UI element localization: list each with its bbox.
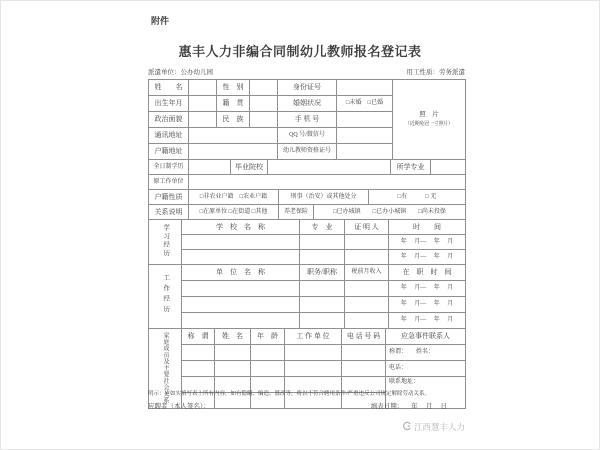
family-relation-header: 称 谓 <box>182 329 215 345</box>
ethnicity-label: 民 族 <box>217 112 250 128</box>
native-place-field <box>250 96 278 112</box>
photo-note: （近期免冠一寸照片） <box>404 121 453 127</box>
position-field <box>300 297 345 313</box>
pension-checkboxes: □已办城镇 □已办小城镇 □尚未投保 <box>314 205 466 220</box>
tenure-header: 在 职 时 间 <box>389 265 466 281</box>
watermark-logo-text: 江西慧丰人力 <box>413 422 465 432</box>
pension-label: 养老保险 <box>279 205 314 220</box>
edu-time-header: 时 间 <box>389 220 466 235</box>
edu-major-field <box>300 235 345 250</box>
pretax-income-header: 税前月收入 <box>345 265 389 281</box>
family-age-field <box>251 345 285 361</box>
work-time-range: 年 月— 年 月 <box>389 281 466 297</box>
relation-note-checkboxes: □在原单位 □在街道 □其他 <box>189 205 279 220</box>
gender-field <box>250 80 278 96</box>
watermark-logo-icon <box>402 421 412 431</box>
employer-name-field <box>182 281 300 297</box>
family-age-header: 年 龄 <box>251 329 285 345</box>
mobile-label: 手 机 号 <box>278 112 337 128</box>
attachment-label: 附件 <box>151 16 170 26</box>
form-title: 惠丰人力非编合同制幼儿教师报名登记表 <box>178 44 422 59</box>
fill-date <box>371 401 447 410</box>
fulltime-education-label: 全日制学历 <box>149 160 189 175</box>
id-number-label: 身份证号 <box>278 80 337 96</box>
school-name-field <box>182 250 300 265</box>
signature-row <box>148 401 465 410</box>
family-relation-field <box>182 361 215 377</box>
political-field <box>189 112 217 128</box>
school-name-header: 学 校 名 称 <box>182 220 300 235</box>
major-field <box>431 160 466 175</box>
native-place-label: 籍 贯 <box>217 96 250 112</box>
family-name-field <box>215 361 251 377</box>
mail-address-label: 通讯地址 <box>149 128 189 144</box>
former-employer-table <box>148 174 466 190</box>
fill-date-placeholder: 年 月 日 <box>411 403 447 410</box>
edu-major-field <box>300 250 345 265</box>
witness-field <box>345 250 389 265</box>
witness-header: 证 明 人 <box>345 220 389 235</box>
qq-wechat-field <box>337 128 393 144</box>
applicant-signature-label: 应聘者（本人签名）： <box>148 403 210 410</box>
family-name-header: 姓 名 <box>215 329 251 345</box>
family-phone-field <box>342 361 386 377</box>
family-name-field <box>215 345 251 361</box>
birth-label: 出生年月 <box>149 96 189 112</box>
birth-field <box>189 96 217 112</box>
ethnicity-field <box>250 112 278 128</box>
edu-time-range: 年 月— 年 月 <box>389 250 466 265</box>
employer-name-field <box>182 313 300 329</box>
form-meta <box>148 67 465 76</box>
emergency-address-line: 联系地址： <box>386 377 466 409</box>
education-row-table <box>148 159 466 175</box>
former-employer-label: 原工作单位 <box>149 175 189 190</box>
declaration-note: 明示：应如实填写表上所有内容，如有隐瞒、编造、篡改等，将以不符合聘用条件/严重违反公司规定解除劳动关系。 <box>148 391 431 397</box>
edu-major-header: 专 业 <box>300 220 345 235</box>
work-history-table <box>148 264 466 329</box>
family-employer-field <box>285 361 342 377</box>
household-address-label: 户籍地址 <box>149 144 189 160</box>
household-type-label: 户籍性质 <box>149 190 189 205</box>
photo-label: 照 片 <box>419 111 439 119</box>
family-phone-header: 电 话 号 码 <box>342 329 386 345</box>
witness-field <box>345 235 389 250</box>
dispatch-unit-label: 派遣单位：公办幼儿园 <box>148 69 213 76</box>
employment-nature-label: 用工性质：劳务派遣 <box>406 69 465 76</box>
household-type-checkboxes: □非农业户籍 □农业户籍 <box>189 190 279 205</box>
teacher-cert-field <box>337 144 393 160</box>
education-history-section-label: 学习经历 <box>149 220 182 265</box>
work-time-range: 年 月— 年 月 <box>389 313 466 329</box>
name-label: 姓 名 <box>149 80 189 96</box>
name-field <box>189 80 217 96</box>
family-age-field <box>251 361 285 377</box>
status-table <box>148 189 466 220</box>
registration-table <box>148 80 465 409</box>
marital-checkboxes: □未婚 □已婚 <box>337 96 393 112</box>
position-field <box>300 281 345 297</box>
household-address-field <box>189 144 278 160</box>
edu-time-range: 年 月— 年 月 <box>389 235 466 250</box>
employer-name-field <box>182 297 300 313</box>
mail-address-field <box>189 128 278 144</box>
basic-info-table <box>148 79 466 160</box>
criminal-record-checkboxes: □有 □ 无 <box>369 190 466 205</box>
fill-date-label: 填表日期： <box>370 403 404 410</box>
teacher-cert-label: 幼儿教师资格证号 <box>278 144 337 160</box>
emergency-contact-header: 应急事件联系人 <box>386 329 466 345</box>
family-employer-field <box>285 345 342 361</box>
employer-name-header: 单 位 名 称 <box>182 265 300 281</box>
graduate-school-label: 毕业院校 <box>231 160 268 175</box>
school-name-field <box>182 235 300 250</box>
qq-wechat-label: QQ 号/微信号 <box>278 128 337 144</box>
family-employer-header: 工 作 单 位 <box>285 329 342 345</box>
company-watermark <box>148 421 465 433</box>
graduate-school-field <box>268 160 391 175</box>
emergency-relation-name-line: 称谓： 姓名： <box>386 345 466 361</box>
pretax-income-field <box>345 297 389 313</box>
pretax-income-field <box>345 313 389 329</box>
photo-box <box>393 80 466 160</box>
pretax-income-field <box>345 281 389 297</box>
position-header: 职务/职称 <box>300 265 345 281</box>
position-field <box>300 313 345 329</box>
family-relation-field <box>182 345 215 361</box>
major-label: 所学专业 <box>391 160 431 175</box>
id-number-field <box>337 80 393 96</box>
marital-label: 婚姻状况 <box>278 96 337 112</box>
mobile-field <box>337 112 393 128</box>
emergency-phone-line: 电话： <box>386 361 466 377</box>
work-time-range: 年 月— 年 月 <box>389 297 466 313</box>
criminal-record-label: 刑事（治安）或其他处分 <box>279 190 369 205</box>
work-history-section-label: 工作经历 <box>149 265 182 329</box>
family-section-label: 家庭成员及主要社会关系 <box>149 329 182 409</box>
education-history-table <box>148 219 466 265</box>
gender-label: 性 别 <box>217 80 250 96</box>
family-phone-field <box>342 345 386 361</box>
former-employer-field <box>189 175 466 190</box>
fulltime-education-field <box>189 160 231 175</box>
political-label: 政治面貌 <box>149 112 189 128</box>
relation-note-label: 关系说明 <box>149 205 189 220</box>
